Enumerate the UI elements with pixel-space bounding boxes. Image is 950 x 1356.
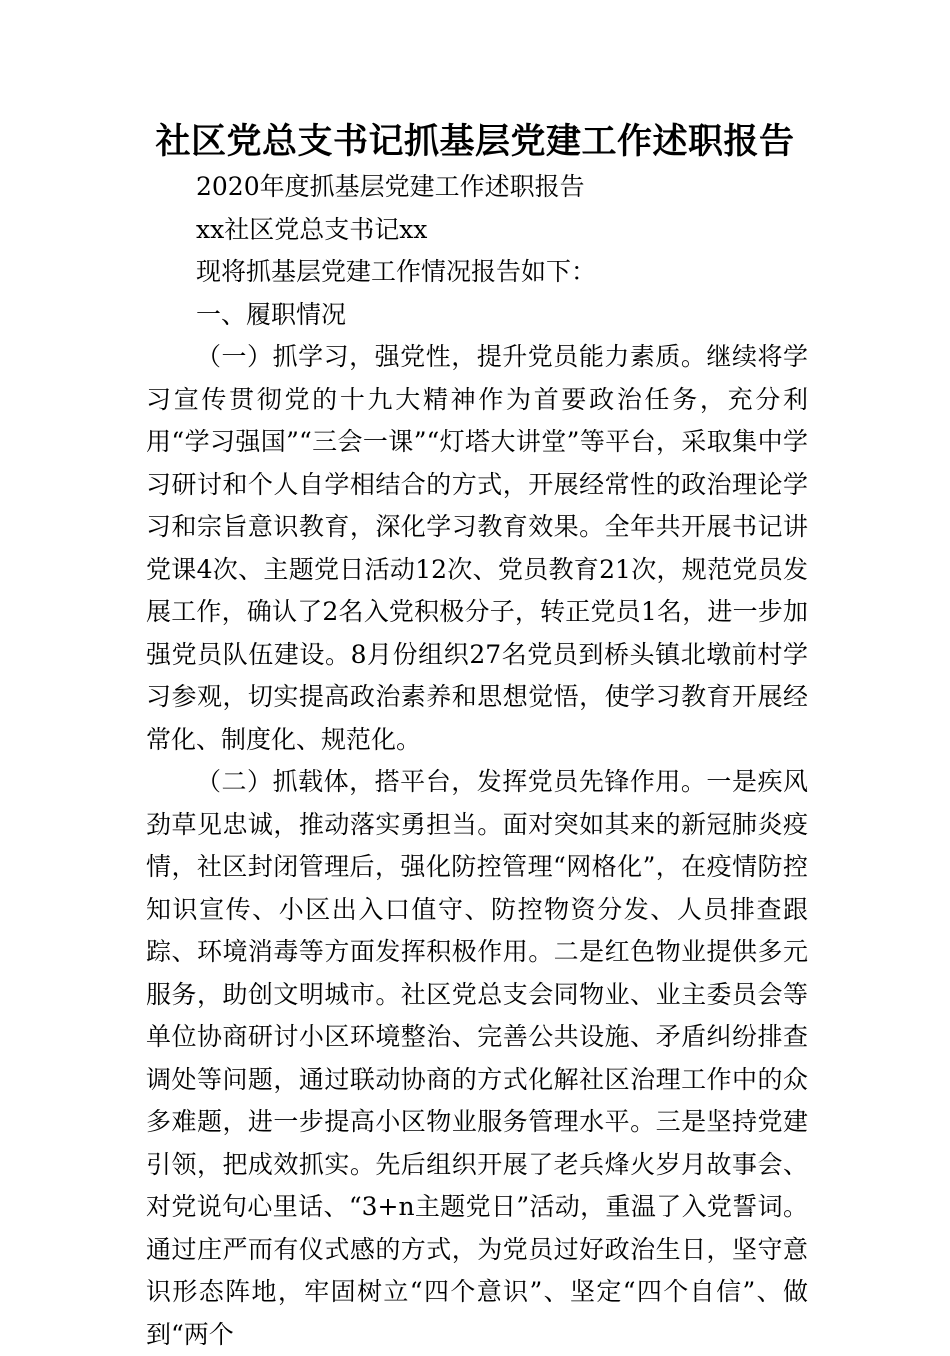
- report-subtitle: 2020年度抓基层党建工作述职报告: [196, 172, 585, 201]
- document-body: [146, 166, 808, 1356]
- intro-line: 现将抓基层党建工作情况报告如下：: [196, 257, 597, 286]
- paragraph-platform: （二）抓载体，搭平台，发挥党员先锋作用。一是疾风劲草见忠诚，推动落实勇担当。面对突如其来的新冠肺炎疫情，社区封闭管理后，强化防控管理“网格化”，在疫情防控知识宣传、小区出入口值守、防控物资分发、人员排查跟踪、环境消毒等方面发挥积极作用。二是红色物业提供多元服务，助创文明城市。社区党总支会同物业、业主委员会等单位协商研讨小区环境整治、完善公共设施、矛盾纠纷排查调处等问题，通过联动协商的方式化解社区治理工作中的众多难题，进一步提高小区物业服务管理水平。三是坚持党建引领，把成效抓实。先后组织开展了老兵烽火岁月故事会、对党说句心里话、“3+n主题党日”活动，重温了入党誓词。通过庄严而有仪式感的方式，为党员过好政治生日，坚守意识形态阵地，牢固树立“四个意识”、坚定“四个自信”、做到“两个: [146, 767, 808, 1349]
- document-title: 社区党总支书记抓基层党建工作述职报告: [155, 122, 795, 162]
- author-line: xx社区党总支书记xx: [196, 214, 428, 244]
- paragraph-study: （一）抓学习，强党性，提升党员能力素质。继续将学习宣传贯彻党的十九大精神作为首要政治任务，充分利用“学习强国”“三会一课”“灯塔大讲堂”等平台，采取集中学习研讨和个人自学相结合的方式，开展经常性的政治理论学习和宗旨意识教育，深化学习教育效果。全年共开展书记讲党课4次、主题党日活动12次、党员教育21次，规范党员发展工作，确认了2名入党积极分子，转正党员1名，进一步加强党员队伍建设。8月份组织27名党员到桥头镇北墩前村学习参观，切实提高政治素养和思想觉悟，使学习教育开展经常化、制度化、规范化。: [146, 342, 808, 754]
- section-heading: 一、履职情况: [196, 299, 347, 329]
